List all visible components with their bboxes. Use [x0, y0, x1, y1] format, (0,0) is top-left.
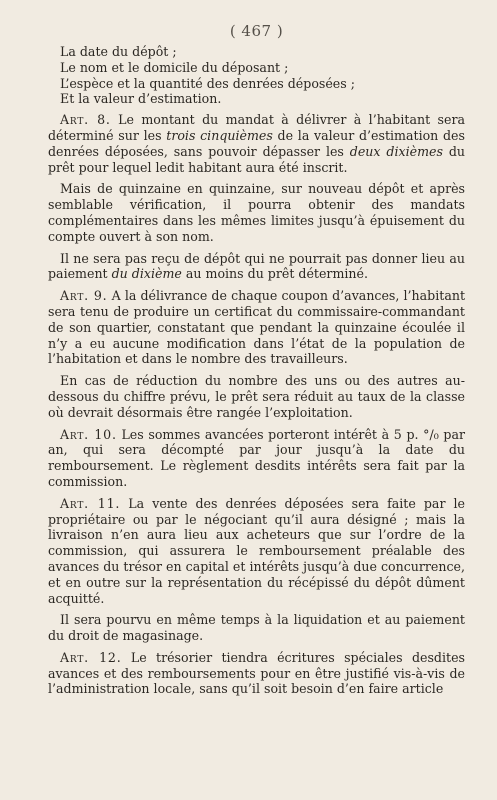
- article-9-label: Art. 9.: [60, 288, 108, 304]
- paragraph-quinzaine: Mais de quinzaine en quinzaine, sur nouveau dépôt et après semblable vérification, il pourra obtenir des mandats complémentaires dans les mêmes limites jusqu’à épuisement du compte ouvert à son nom.: [48, 181, 465, 244]
- paragraph-depot: Il ne sera pas reçu de dépôt qui ne pourrait pas donner lieu au paiement du dixième au moins du prêt déterminé.: [48, 250, 465, 282]
- page-number: ( 467 ): [229, 22, 284, 40]
- list-item-name: Le nom et le domicile du déposant ;: [60, 59, 289, 75]
- body-text: [48, 44, 465, 697]
- article-11-label: Art. 11.: [60, 495, 121, 511]
- list-item-valuation: Et la valeur d’estimation.: [60, 91, 222, 107]
- list-item-date: La date du dépôt ;: [60, 44, 177, 59]
- paragraph-magasinage: Il sera pourvu en même temps à la liquidation et au paiement du droit de magasinage.: [48, 612, 465, 644]
- paragraph-reduction: En cas de réduction du nombre des uns ou des autres au-dessous du chiffre prévu, le prêt sera réduit au taux de la classe où devrait désormais être rangée l’exploitation.: [48, 373, 465, 420]
- article-10: Art. 10. Les sommes avancées porteront intérêt à 5 p. °/₀ par an, qui sera décompté par jour jusqu’à la date du remboursement. Le règlement desdits intérêts sera fait par la commission.: [48, 426, 465, 489]
- article-10-label: Art. 10.: [60, 426, 117, 442]
- article-11: Art. 11. La vente des denrées déposées sera faite par le propriétaire ou par le négociant qu’il aura désigné ; mais la livraison n’en aura lieu aux acheteurs que sur l’ordre de la commission, qui assurera le remboursement préalable des avances du trésor en capital et intérêts jusqu’à due concurrence, et en outre sur la représentation du récépissé du dépôt dûment acquitté.: [48, 495, 465, 606]
- article-8: Art. 8. Le montant du mandat à délivrer à l’habitant sera déterminé sur les trois cinquièmes de la valeur d’estimation des denrées déposées, sans pouvoir dépasser les deux dixièmes du prêt pour lequel ledit habitant aura été inscrit.: [48, 112, 466, 175]
- emphasis-trois-cinquiemes: trois cinquièmes: [166, 127, 273, 143]
- article-12: Art. 12. Le trésorier tiendra écritures spéciales desdites avances et des remboursements pour en être justifié vis-à-vis de l’administration locale, sans qu’il soit besoin d’en faire article: [48, 649, 465, 697]
- emphasis-du-dixieme: du dixième: [111, 266, 182, 282]
- article-8-label: Art. 8.: [60, 112, 111, 128]
- list-item-species: L’espèce et la quantité des denrées déposées ;: [60, 75, 355, 91]
- article-9: Art. 9. A la délivrance de chaque coupon d’avances, l’habitant sera tenu de produire un certificat du commissaire-commandant de son quartier, constatant que pendant la quinzaine écoulée il n’y a eu aucune modification dans l’état de la population de l’habitation et dans le nombre des travailleurs.: [48, 288, 466, 367]
- emphasis-deux-dixiemes: deux dixièmes: [349, 143, 443, 159]
- article-12-label: Art. 12.: [60, 649, 122, 665]
